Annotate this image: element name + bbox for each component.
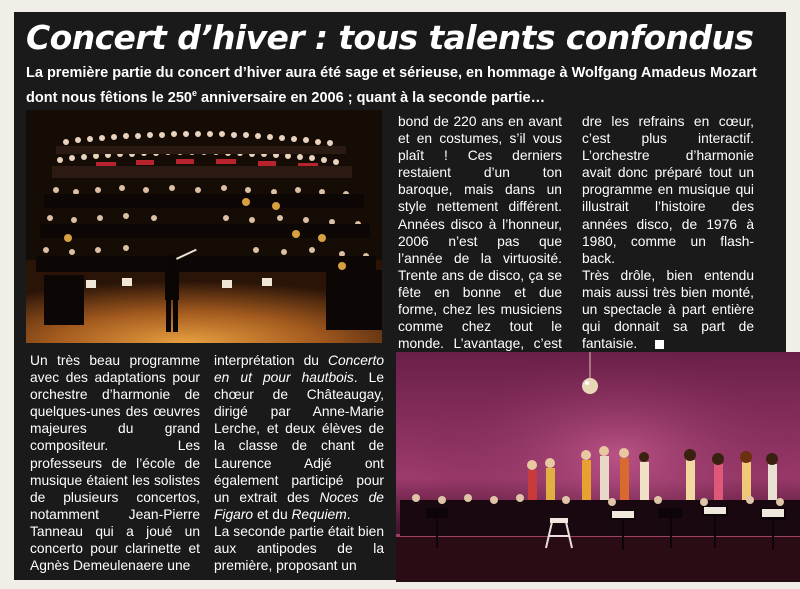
column-4-text-c: et du [253,506,292,522]
disco-show-photo [396,352,800,582]
lead-ordinal-superscript: e [191,88,197,98]
column-4-paragraph-2: La seconde partie était bien aux antipodes de la première, proposant un [214,523,384,574]
article-column-2 [582,113,754,352]
column-2-paragraph-1: dre les refrains en cœur, c’est plus interactif. L’orchestre d’harmonie avait donc préparé tout un programme en musique qui illustrait l’histoire des années disco, de 1976 à 1980, comme un flash-back. [582,114,754,266]
noces-de-figaro-title: Noces de Figaro [214,489,384,522]
lead-text-start: La première partie du concert d’hiver aura été sage et sérieuse, en hommage à Wolfgang Amadeus Mozart dont nous fêtions le 250 [26,65,757,106]
column-1-paragraph: bond de 220 ans en avant et en costumes, s’il vous plaît ! Ces derniers restaient d’un ton baroque, mais dans un style nettement différent. Années disco à l’honneur, 2006 n’est pas que l’année de la virtuosité. Trente ans de disco, ça se fête en bonne et due forme, chez les musiciens comme chez tout le monde. L’avantage, c’est [398,114,562,352]
column-3-paragraph: Un très beau programme avec des adaptations pour orchestre d’harmonie de quelques-unes des œuvres majeures du grand compositeur. Les professeurs de l’école de musique étaient les solistes de plusieurs concertos, notamment Jean-Pierre Tanneau qui a joué un concerto pour clarinette et Agnès Demeulenaere une [30,353,200,574]
column-4-text-d: . [346,506,351,522]
end-of-article-square [655,340,664,349]
article-title: Concert d’hiver : tous talents confondus [26,18,754,57]
orchestra-choir-photo [26,110,382,343]
column-2-paragraph-2-text: Très drôle, bien entendu mais aussi très bien monté, un spectacle à part entière qui donnait sa part de fantaisie. [582,267,754,352]
column-4-text-a: interprétation du [214,353,329,368]
column-4-paragraph-1 [214,352,384,523]
article-column-3 [30,352,200,574]
column-4-text-b: . Le chœur de Châteaugay, dirigé par Anne-Marie Lerche, et deux élèves de la classe de chant de Laurence Adjé ont également participé pour un extrait des [214,370,384,505]
article-column-1 [398,113,562,369]
column-2-paragraph-2 [582,267,754,352]
concerto-title: Concerto en ut pour hautbois [214,353,384,386]
article-column-4 [214,352,384,574]
requiem-title: Requiem [291,506,347,522]
article-lead [26,63,766,108]
lead-text-end: anniversaire en 2006 ; quant à la seconde partie… [196,89,546,106]
